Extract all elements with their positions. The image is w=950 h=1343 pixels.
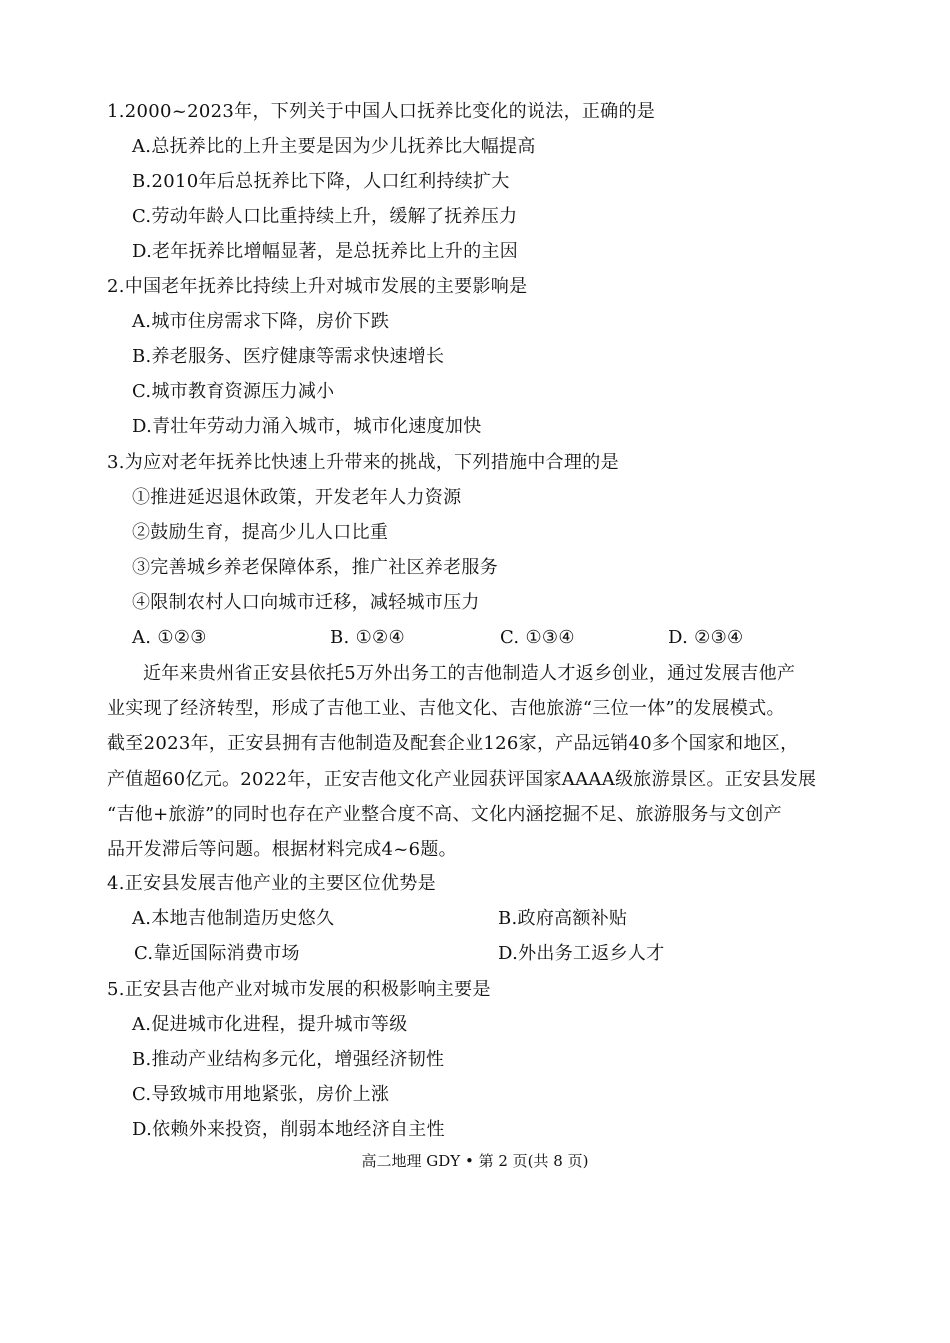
question-5-option-a: A.促进城市化进程，提升城市等级 xyxy=(132,1014,408,1035)
passage-line-2: 业实现了经济转型，形成了吉他工业、吉他文化、吉他旅游“三位一体”的发展模式。 xyxy=(107,698,785,720)
question-5-stem: 5.正安县吉他产业对城市发展的积极影响主要是 xyxy=(107,979,491,1000)
reading-passage xyxy=(107,656,847,867)
question-4-option-d: D.外出务工返乡人才 xyxy=(498,943,665,964)
question-1-stem: 1.2000~2023年，下列关于中国人口抚养比变化的说法，正确的是 xyxy=(107,101,656,122)
question-4-stem: 4.正安县发展吉他产业的主要区位优势是 xyxy=(107,873,436,894)
passage-line-5: “吉他+旅游”的同时也存在产业整合度不高、文化内涵挖掘不足、旅游服务与文创产 xyxy=(107,803,782,825)
question-2-option-d: D.青壮年劳动力涌入城市，城市化速度加快 xyxy=(132,416,482,437)
question-3-statement-3: ③完善城乡养老保障体系，推广社区养老服务 xyxy=(132,557,498,578)
question-4-option-a: A.本地吉他制造历史悠久 xyxy=(132,908,335,929)
question-3-statement-1: ①推进延迟退休政策，开发老年人力资源 xyxy=(132,487,462,508)
question-3-options-row xyxy=(0,626,950,650)
question-3-option-a: A. ①②③ xyxy=(132,627,207,648)
question-2-option-a: A.城市住房需求下降，房价下跌 xyxy=(132,311,390,332)
question-4-option-b: B.政府高额补贴 xyxy=(498,908,628,929)
question-1-option-d: D.老年抚养比增幅显著，是总抚养比上升的主因 xyxy=(132,241,519,262)
passage-line-3: 截至2023年，正安县拥有吉他制造及配套企业126家，产品远销40多个国家和地区， xyxy=(107,733,799,755)
question-1-option-c: C.劳动年龄人口比重持续上升，缓解了抚养压力 xyxy=(132,206,518,227)
question-3-option-b: B. ①②④ xyxy=(330,627,405,648)
question-2-option-b: B.养老服务、医疗健康等需求快速增长 xyxy=(132,346,445,367)
passage-line-1: 近年来贵州省正安县依托5万外出务工的吉他制造人才返乡创业，通过发展吉他产 xyxy=(143,663,796,684)
question-2-stem: 2.中国老年抚养比持续上升对城市发展的主要影响是 xyxy=(107,276,528,297)
question-5-option-b: B.推动产业结构多元化，增强经济韧性 xyxy=(132,1049,445,1070)
page-footer: 高二地理 GDY • 第 2 页(共 8 页) xyxy=(361,1152,589,1170)
question-1-option-a: A.总抚养比的上升主要是因为少儿抚养比大幅提高 xyxy=(132,136,536,157)
passage-line-6: 品开发滞后等问题。根据材料完成4~6题。 xyxy=(107,839,457,861)
question-3-stem: 3.为应对老年抚养比快速上升带来的挑战，下列措施中合理的是 xyxy=(107,452,619,473)
question-3-option-d: D. ②③④ xyxy=(668,627,744,648)
passage-line-4: 产值超60亿元。2022年，正安吉他文化产业园获评国家AAAA级旅游景区。正安县发展 xyxy=(107,768,817,790)
question-3-statement-4: ④限制农村人口向城市迁移，减轻城市压力 xyxy=(132,592,480,613)
question-3-option-c: C. ①③④ xyxy=(500,627,575,648)
question-4-option-c: C.靠近国际消费市场 xyxy=(134,943,300,964)
question-5-option-c: C.导致城市用地紧张，房价上涨 xyxy=(132,1084,390,1105)
question-5-option-d: D.依赖外来投资，削弱本地经济自主性 xyxy=(132,1119,445,1140)
question-3-statement-2: ②鼓励生育，提高少儿人口比重 xyxy=(132,522,389,543)
question-2-option-c: C.城市教育资源压力减小 xyxy=(132,381,335,402)
question-1-option-b: B.2010年后总抚养比下降，人口红利持续扩大 xyxy=(132,171,510,192)
